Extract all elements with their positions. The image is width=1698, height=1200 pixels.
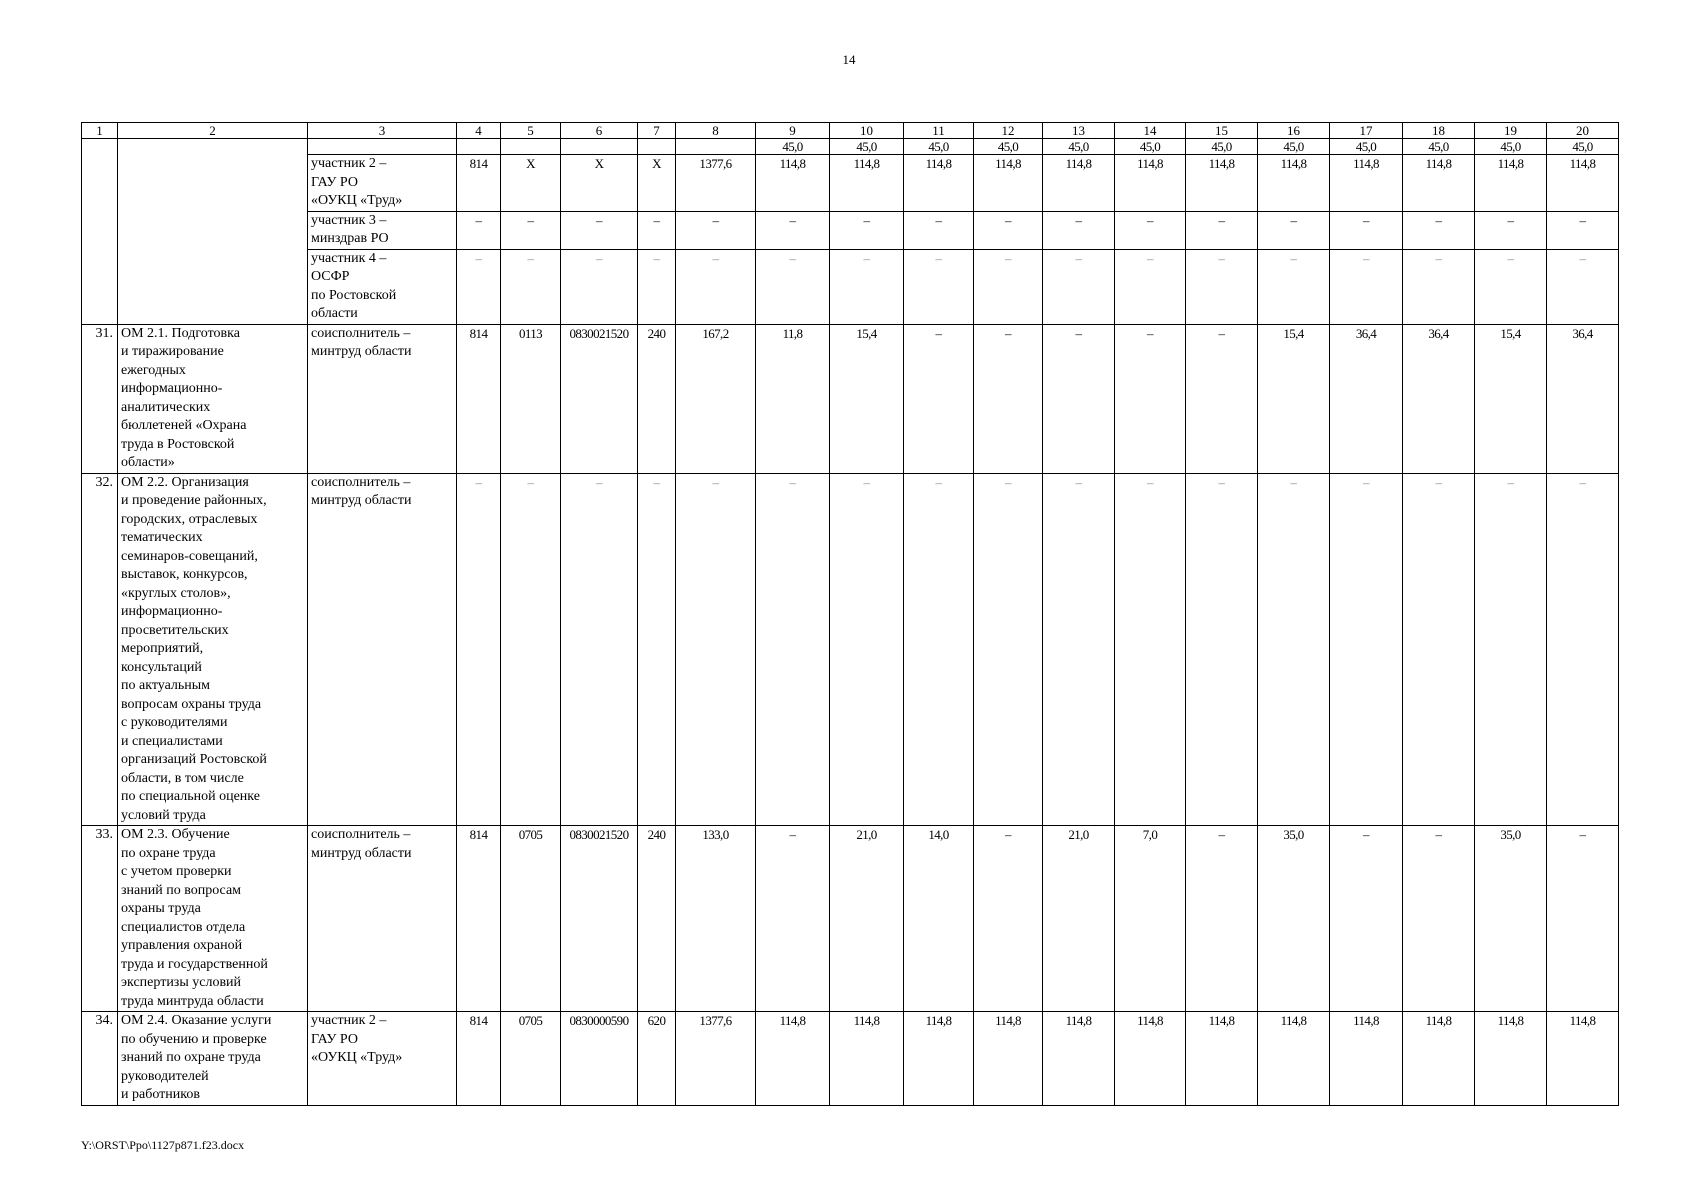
carry-row bbox=[82, 139, 1619, 155]
column-header: 2 bbox=[118, 123, 308, 139]
column-header: 18 bbox=[1403, 123, 1475, 139]
value-cell: – bbox=[904, 324, 974, 473]
value-cell: 0830021520 bbox=[561, 826, 638, 1012]
carry-cell: 45,0 bbox=[756, 139, 830, 155]
value-cell: 167,2 bbox=[676, 324, 756, 473]
value-cell: – bbox=[501, 249, 561, 324]
value-cell: – bbox=[1475, 211, 1547, 249]
empty-name-cell bbox=[118, 155, 308, 212]
value-cell: – bbox=[1330, 826, 1403, 1012]
value-cell: – bbox=[1258, 211, 1330, 249]
value-cell: – bbox=[1330, 211, 1403, 249]
column-header: 11 bbox=[904, 123, 974, 139]
carry-cell: 45,0 bbox=[1330, 139, 1403, 155]
table-row bbox=[82, 473, 1619, 826]
carry-cell: 45,0 bbox=[1403, 139, 1475, 155]
value-cell: 240 bbox=[638, 324, 676, 473]
value-cell: 36,4 bbox=[1330, 324, 1403, 473]
value-cell: – bbox=[1403, 211, 1475, 249]
carry-cell bbox=[638, 139, 676, 155]
value-cell: – bbox=[974, 473, 1043, 826]
value-cell: – bbox=[756, 249, 830, 324]
value-cell: – bbox=[756, 826, 830, 1012]
value-cell: – bbox=[1186, 324, 1258, 473]
table-row bbox=[82, 826, 1619, 1012]
value-cell: – bbox=[974, 249, 1043, 324]
value-cell: 0113 bbox=[501, 324, 561, 473]
value-cell: 114,8 bbox=[1547, 155, 1619, 212]
executor-cell: участник 3 – минздрав РО bbox=[308, 211, 457, 249]
value-cell: – bbox=[1330, 473, 1403, 826]
value-cell: 114,8 bbox=[830, 155, 904, 212]
carry-cell: 45,0 bbox=[904, 139, 974, 155]
column-header: 19 bbox=[1475, 123, 1547, 139]
value-cell: – bbox=[1043, 324, 1115, 473]
carry-cell: 45,0 bbox=[1043, 139, 1115, 155]
value-cell: 114,8 bbox=[1403, 1012, 1475, 1106]
value-cell: – bbox=[1403, 826, 1475, 1012]
value-cell: – bbox=[638, 249, 676, 324]
value-cell: 114,8 bbox=[1115, 1012, 1186, 1106]
carry-cell: 45,0 bbox=[1258, 139, 1330, 155]
page-number: 14 bbox=[842, 52, 856, 67]
value-cell: 15,4 bbox=[830, 324, 904, 473]
value-cell: – bbox=[1258, 249, 1330, 324]
column-header: 14 bbox=[1115, 123, 1186, 139]
value-cell: – bbox=[1258, 473, 1330, 826]
value-cell: 11,8 bbox=[756, 324, 830, 473]
value-cell: X bbox=[561, 155, 638, 212]
value-cell: – bbox=[1547, 211, 1619, 249]
measure-name: ОМ 2.2. Организация и проведение районных, городских, отраслевых тематических семинаров-совещаний, выставок, конкурсов, «круглых столов», информационно- просветительских мероприятий, консультаций по актуальным вопросам охраны труда с руководителями и специалистами организаций Ростовской области, в том числе по специальной оценке условий труда bbox=[118, 473, 308, 826]
value-cell: 35,0 bbox=[1258, 826, 1330, 1012]
value-cell: – bbox=[1186, 473, 1258, 826]
value-cell: – bbox=[974, 826, 1043, 1012]
value-cell: – bbox=[904, 473, 974, 826]
value-cell: – bbox=[756, 473, 830, 826]
value-cell: – bbox=[1475, 249, 1547, 324]
column-header: 10 bbox=[830, 123, 904, 139]
value-cell: – bbox=[1115, 473, 1186, 826]
value-cell: 240 bbox=[638, 826, 676, 1012]
value-cell: 114,8 bbox=[904, 1012, 974, 1106]
value-cell: 114,8 bbox=[1475, 155, 1547, 212]
value-cell: – bbox=[1043, 249, 1115, 324]
empty-number-cell bbox=[82, 155, 118, 212]
value-cell: – bbox=[1547, 473, 1619, 826]
value-cell: 114,8 bbox=[1115, 155, 1186, 212]
value-cell: – bbox=[501, 211, 561, 249]
value-cell: – bbox=[676, 211, 756, 249]
empty-name-cell bbox=[118, 211, 308, 249]
value-cell: – bbox=[561, 249, 638, 324]
value-cell: – bbox=[1115, 211, 1186, 249]
value-cell: 15,4 bbox=[1258, 324, 1330, 473]
value-cell: 814 bbox=[457, 324, 501, 473]
header-row bbox=[82, 123, 1619, 139]
row-number: 32. bbox=[82, 473, 118, 826]
value-cell: 114,8 bbox=[1186, 155, 1258, 212]
value-cell: – bbox=[1547, 249, 1619, 324]
carry-cell bbox=[118, 139, 308, 155]
carry-cell: 45,0 bbox=[1115, 139, 1186, 155]
value-cell: – bbox=[1115, 249, 1186, 324]
value-cell: 14,0 bbox=[904, 826, 974, 1012]
value-cell: 114,8 bbox=[1330, 155, 1403, 212]
value-cell: – bbox=[1186, 826, 1258, 1012]
value-cell: – bbox=[457, 473, 501, 826]
value-cell: – bbox=[1547, 826, 1619, 1012]
column-header: 5 bbox=[501, 123, 561, 139]
budget-table bbox=[81, 122, 1619, 1106]
value-cell: – bbox=[904, 211, 974, 249]
value-cell: – bbox=[638, 473, 676, 826]
column-header: 12 bbox=[974, 123, 1043, 139]
value-cell: – bbox=[676, 249, 756, 324]
value-cell: 7,0 bbox=[1115, 826, 1186, 1012]
value-cell: – bbox=[904, 249, 974, 324]
value-cell: – bbox=[457, 211, 501, 249]
carry-cell: 45,0 bbox=[830, 139, 904, 155]
column-header: 20 bbox=[1547, 123, 1619, 139]
value-cell: 36,4 bbox=[1403, 324, 1475, 473]
value-cell: – bbox=[830, 473, 904, 826]
executor-cell: участник 2 – ГАУ РО «ОУКЦ «Труд» bbox=[308, 1012, 457, 1106]
column-header: 16 bbox=[1258, 123, 1330, 139]
carry-cell bbox=[501, 139, 561, 155]
carry-cell: 45,0 bbox=[1186, 139, 1258, 155]
value-cell: – bbox=[1115, 324, 1186, 473]
value-cell: – bbox=[1330, 249, 1403, 324]
value-cell: 114,8 bbox=[1258, 155, 1330, 212]
column-header: 6 bbox=[561, 123, 638, 139]
row-number: 34. bbox=[82, 1012, 118, 1106]
value-cell: 114,8 bbox=[1330, 1012, 1403, 1106]
value-cell: 35,0 bbox=[1475, 826, 1547, 1012]
executor-cell: участник 2 – ГАУ РО «ОУКЦ «Труд» bbox=[308, 155, 457, 212]
table-row bbox=[82, 324, 1619, 473]
value-cell: 114,8 bbox=[1043, 1012, 1115, 1106]
value-cell: 114,8 bbox=[1186, 1012, 1258, 1106]
carry-cell bbox=[457, 139, 501, 155]
continuation-row bbox=[82, 155, 1619, 212]
column-header: 7 bbox=[638, 123, 676, 139]
value-cell: – bbox=[974, 211, 1043, 249]
column-header: 13 bbox=[1043, 123, 1115, 139]
value-cell: 114,8 bbox=[1258, 1012, 1330, 1106]
table-row bbox=[82, 1012, 1619, 1106]
value-cell: 114,8 bbox=[756, 1012, 830, 1106]
value-cell: 114,8 bbox=[974, 1012, 1043, 1106]
executor-cell: соисполнитель – минтруд области bbox=[308, 473, 457, 826]
carry-cell bbox=[676, 139, 756, 155]
value-cell: 114,8 bbox=[1475, 1012, 1547, 1106]
column-header: 9 bbox=[756, 123, 830, 139]
value-cell: – bbox=[1043, 211, 1115, 249]
value-cell: – bbox=[974, 324, 1043, 473]
carry-cell bbox=[82, 139, 118, 155]
carry-cell bbox=[561, 139, 638, 155]
value-cell: – bbox=[830, 249, 904, 324]
column-header: 17 bbox=[1330, 123, 1403, 139]
value-cell: – bbox=[561, 211, 638, 249]
value-cell: 0705 bbox=[501, 826, 561, 1012]
column-header: 1 bbox=[82, 123, 118, 139]
value-cell: 114,8 bbox=[904, 155, 974, 212]
empty-name-cell bbox=[118, 249, 308, 324]
value-cell: 814 bbox=[457, 1012, 501, 1106]
value-cell: – bbox=[1186, 211, 1258, 249]
executor-cell: участник 4 – ОСФР по Ростовской области bbox=[308, 249, 457, 324]
value-cell: – bbox=[1403, 473, 1475, 826]
executor-cell: соисполнитель – минтруд области bbox=[308, 324, 457, 473]
executor-cell: соисполнитель – минтруд области bbox=[308, 826, 457, 1012]
value-cell: 114,8 bbox=[1403, 155, 1475, 212]
footer-path: Y:\ORST\Ppo\1127p871.f23.docx bbox=[81, 1138, 245, 1152]
value-cell: – bbox=[457, 249, 501, 324]
value-cell: 814 bbox=[457, 155, 501, 212]
value-cell: – bbox=[501, 473, 561, 826]
value-cell: – bbox=[830, 211, 904, 249]
value-cell: – bbox=[756, 211, 830, 249]
empty-number-cell bbox=[82, 211, 118, 249]
carry-cell: 45,0 bbox=[1475, 139, 1547, 155]
value-cell: 114,8 bbox=[830, 1012, 904, 1106]
continuation-row bbox=[82, 249, 1619, 324]
carry-cell: 45,0 bbox=[1547, 139, 1619, 155]
value-cell: 814 bbox=[457, 826, 501, 1012]
value-cell: 0705 bbox=[501, 1012, 561, 1106]
row-number: 31. bbox=[82, 324, 118, 473]
value-cell: 114,8 bbox=[756, 155, 830, 212]
carry-cell bbox=[308, 139, 457, 155]
value-cell: 15,4 bbox=[1475, 324, 1547, 473]
measure-name: ОМ 2.4. Оказание услуги по обучению и проверке знаний по охране труда руководителей и работников bbox=[118, 1012, 308, 1106]
value-cell: 21,0 bbox=[1043, 826, 1115, 1012]
carry-cell: 45,0 bbox=[974, 139, 1043, 155]
value-cell: 114,8 bbox=[1043, 155, 1115, 212]
value-cell: – bbox=[561, 473, 638, 826]
value-cell: 133,0 bbox=[676, 826, 756, 1012]
value-cell: 1377,6 bbox=[676, 155, 756, 212]
value-cell: – bbox=[676, 473, 756, 826]
measure-name: ОМ 2.3. Обучение по охране труда с учетом проверки знаний по вопросам охраны труда специалистов отдела управления охраной труда и государственной экспертизы условий труда минтруда области bbox=[118, 826, 308, 1012]
value-cell: 0830000590 bbox=[561, 1012, 638, 1106]
column-header: 4 bbox=[457, 123, 501, 139]
column-header: 3 bbox=[308, 123, 457, 139]
column-header: 15 bbox=[1186, 123, 1258, 139]
value-cell: 0830021520 bbox=[561, 324, 638, 473]
value-cell: – bbox=[1043, 473, 1115, 826]
value-cell: – bbox=[638, 211, 676, 249]
value-cell: – bbox=[1475, 473, 1547, 826]
value-cell: X bbox=[638, 155, 676, 212]
value-cell: 114,8 bbox=[974, 155, 1043, 212]
value-cell: – bbox=[1186, 249, 1258, 324]
empty-number-cell bbox=[82, 249, 118, 324]
row-number: 33. bbox=[82, 826, 118, 1012]
continuation-row bbox=[82, 211, 1619, 249]
value-cell: X bbox=[501, 155, 561, 212]
value-cell: 21,0 bbox=[830, 826, 904, 1012]
value-cell: 1377,6 bbox=[676, 1012, 756, 1106]
value-cell: – bbox=[1403, 249, 1475, 324]
value-cell: 114,8 bbox=[1547, 1012, 1619, 1106]
value-cell: 620 bbox=[638, 1012, 676, 1106]
value-cell: 36,4 bbox=[1547, 324, 1619, 473]
column-header: 8 bbox=[676, 123, 756, 139]
measure-name: ОМ 2.1. Подготовка и тиражирование ежегодных информационно- аналитических бюллетеней «Охрана труда в Ростовской области» bbox=[118, 324, 308, 473]
